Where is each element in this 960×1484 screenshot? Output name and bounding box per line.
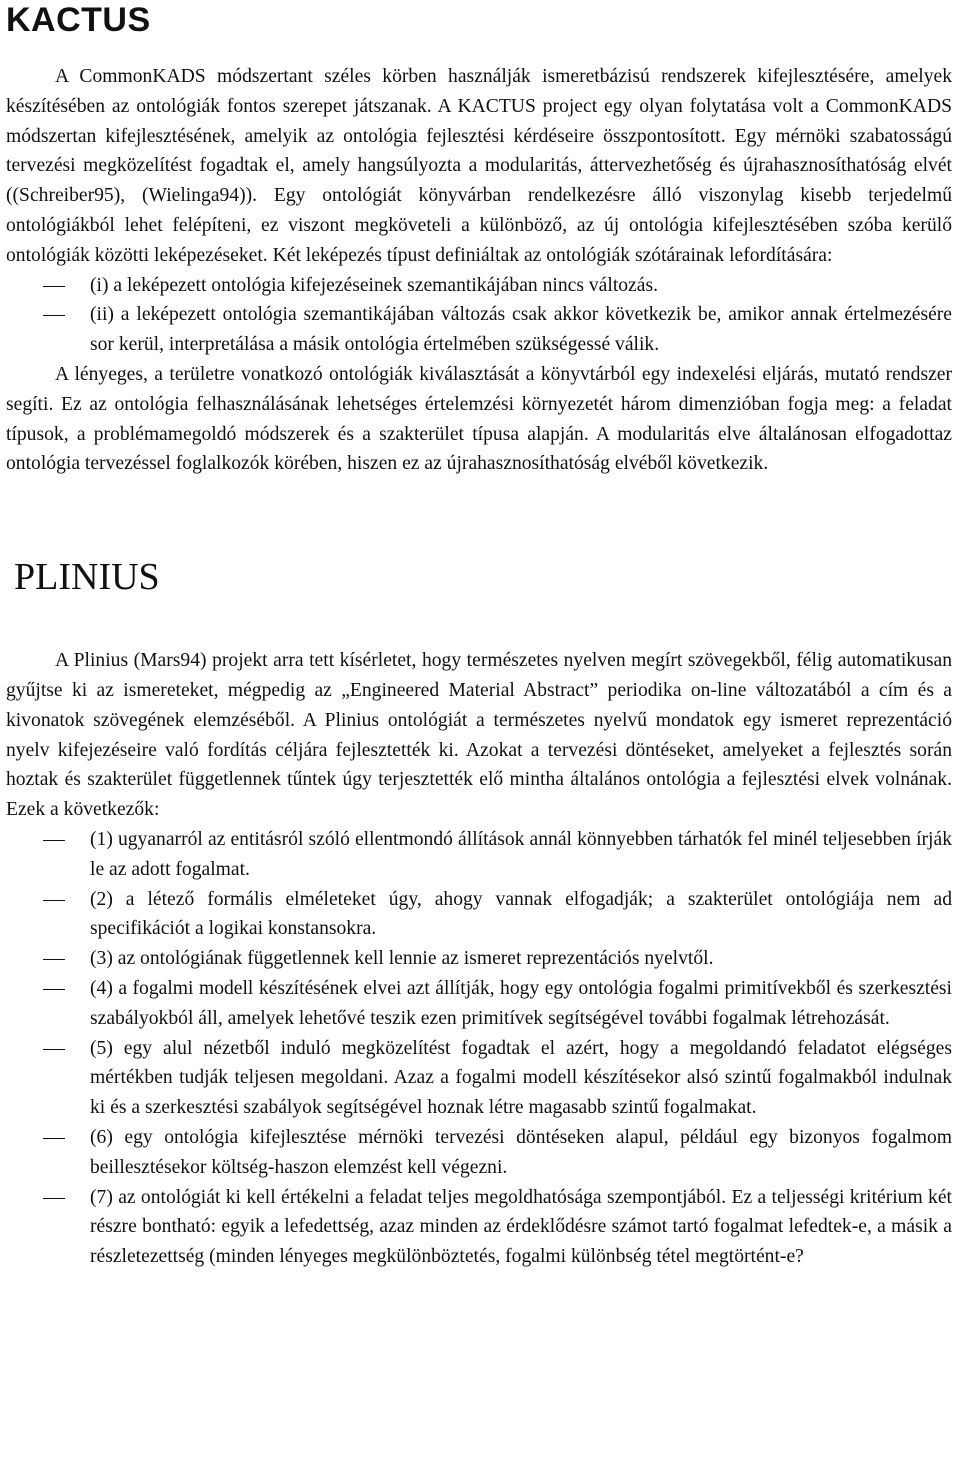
list-item: (4) a fogalmi modell készítésének elvei azt állítják, hogy egy ontológia fogalmi primitívekből és szerkesztési szabályokból áll, amelyek lehetővé teszik ezen primitívek segítségével további fogalmak létrehozását. <box>6 974 952 1034</box>
section-title-kactus: KACTUS <box>6 1 151 39</box>
list-item: (3) az ontológiának függetlennek kell lennie az ismeret reprezentációs nyelvtől. <box>6 944 952 974</box>
list-item: (i) a leképezett ontológia kifejezéseinek szemantikájában nincs változás. <box>6 271 952 301</box>
list-item: (2) a létező formális elméleteket úgy, ahogy vannak elfogadják; a szakterület ontológiája nem ad specifikációt a logikai konstansokra. <box>6 885 952 945</box>
kactus-paragraph-1: A CommonKADS módszertant széles körben használják ismeretbázisú rendszerek kifejlesztésére, amelyek készítésében az ontológiák fontos szerepet játszanak. A KACTUS project egy olyan folytatása volt a CommonKADS módszertan kifejlesztésének, amelyik az ontológia fejlesztési kérdéseire összpontosított. Egy mérnöki szabatosságú tervezési megközelítést fogadtak el, amely hangsúlyozta a modularitás, áttervezhetőség és újrahasznosíthatóság elvét ((Schreiber95), (Wielinga94)). Egy ontológiát könyvárban rendelkezésre álló viszonylag kisebb terjedelmű ontológiákból lehet felépíteni, ez viszont megköveteli a különböző, az új ontológia kifejlesztésében szóba kerülő ontológiák közötti leképezéseket. Két leképezés típust definiáltak az ontológiák szótárainak lefordítására: <box>6 66 952 266</box>
plinius-principles-list <box>6 825 952 1272</box>
list-item: (ii) a leképezett ontológia szemantikájában változás csak akkor következik be, amikor annak értelmezésére sor kerül, interpretálása a másik ontológia értelmében szükségessé válik. <box>6 300 952 360</box>
kactus-paragraph-2: A lényeges, a területre vonatkozó ontológiák kiválasztását a könyvtárból egy indexelési eljárás, mutató rendszer segíti. Ez az ontológia felhasználásának lehetséges értelemzési környezetét három dimenzióban fogja meg: a feladat típusok, a problémamegoldó módszerek és a szakterület típusa alapján. A modularitás elve általánosan elfogadottaz ontológia tervezéssel foglalkozók körében, hiszen ez az újrahasznosíthatóság elvéből következik. <box>6 363 952 475</box>
list-item: (5) egy alul nézetből induló megközelítést fogadtak el azért, hogy a megoldandó feladatot elégséges mértékben tudják teljesen megoldani. Azaz a fogalmi modell készítésekor alsó szintű fogalmakból indulnak ki és a szerkesztési szabályok segítségével hoznak létre magasabb szintű fogalmakat. <box>6 1034 952 1123</box>
kactus-mapping-list <box>6 271 952 360</box>
list-item: (1) ugyanarról az entitásról szóló ellentmondó állítások annál könnyebben tárhatók fel minél teljesebben írják le az adott fogalmat. <box>6 825 952 885</box>
section-title-plinius: PLINIUS <box>14 556 160 599</box>
list-item: (6) egy ontológia kifejlesztése mérnöki tervezési döntéseken alapul, például egy bizonyos fogalmom beillesztésekor költség-haszon elemzést kell végezni. <box>6 1123 952 1183</box>
list-item: (7) az ontológiát ki kell értékelni a feladat teljes megoldhatósága szempontjából. Ez a teljességi kritérium két részre bontható: egyik a lefedettség, azaz minden az érdeklődésre számot tartó fogalmat lefedtek-e, a másik a részletezettség (minden lényeges megkülönböztetés, fogalmi különbség tétel megtörtént-e? <box>6 1183 952 1272</box>
plinius-paragraph-1: A Plinius (Mars94) projekt arra tett kísérletet, hogy természetes nyelven megírt szövegekből, félig automatikusan gyűjtse ki az ismereteket, mégpedig az „Engineered Material Abstract” periodika on-line változatából a cím és a kivonatok szövegének elemzéséből. A Plinius ontológiát a természetes nyelvű mondatok egy ismeret reprezentáció nyelv kifejezéseire való fordítás céljára fejlesztették ki. Azokat a tervezési döntéseket, amelyeket a fejlesztés során hoztak és szakterület függetlennek tűntek úgy terjesztették elő mintha általános ontológia a fejlesztési elvek volnának. Ezek a következők: <box>6 650 952 821</box>
